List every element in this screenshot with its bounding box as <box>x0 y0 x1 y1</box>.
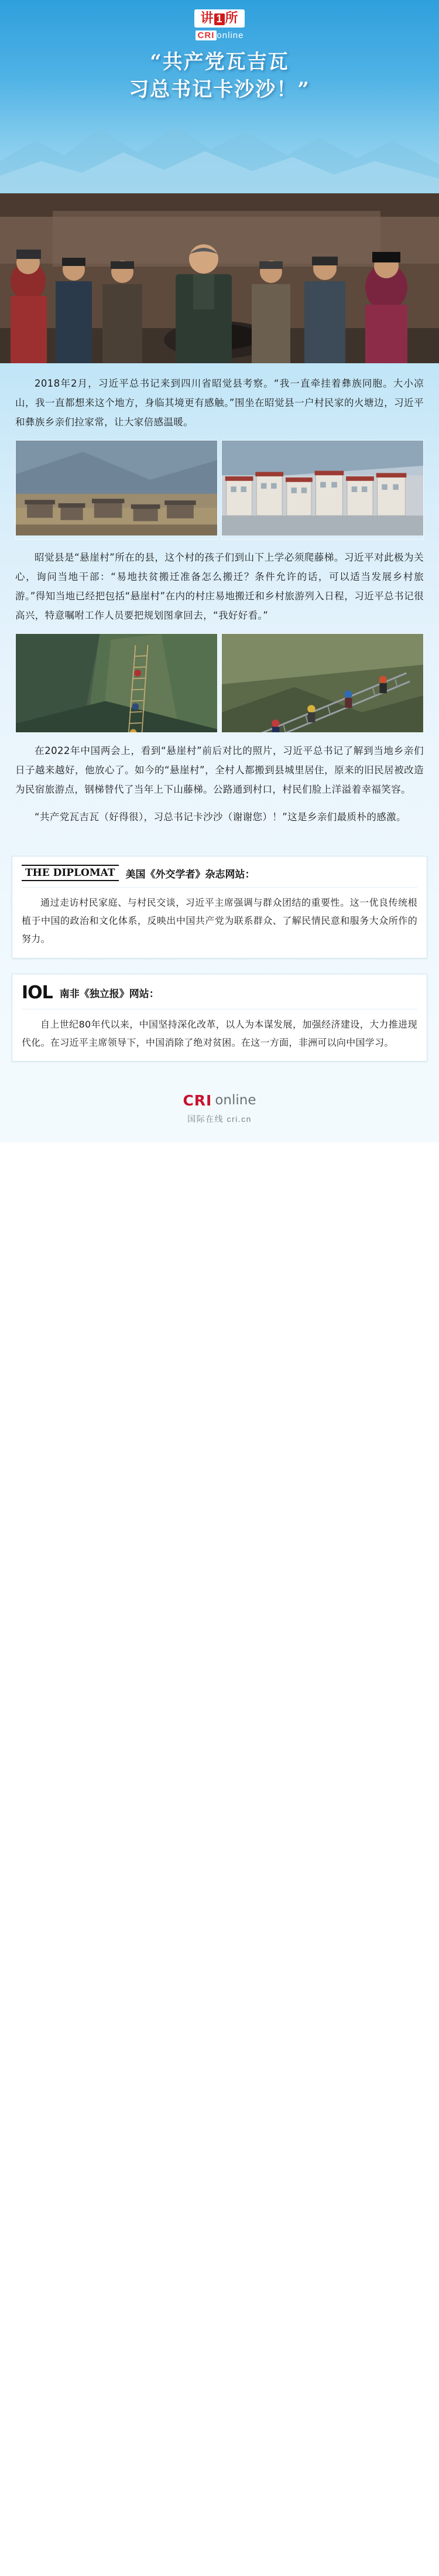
brand-cri: CRI <box>196 30 217 40</box>
photo-steel-ladder-illustration <box>222 634 423 733</box>
photo-cliff-illustration <box>16 634 217 733</box>
mountain-silhouette-icon <box>0 105 439 193</box>
source-text: 通过走访村民家庭、与村民交谈，习近平主席强调与群众团结的重要性。这一优良传统根植于中国的政治和文化体系，反映出中国共产党为联系群众、了解民情民意和服务大众所作的努力。 <box>22 897 417 945</box>
logo-badge <box>194 9 244 28</box>
brand-online: online <box>217 30 244 41</box>
headline-line-1: “共产党瓦吉瓦 <box>150 50 289 74</box>
hero-photo-illustration <box>0 193 439 363</box>
logo-text-1: 讲 <box>200 11 214 25</box>
hero-photo-visit <box>0 193 439 363</box>
source-title: 美国《外交学者》杂志网站： <box>125 868 255 881</box>
photo-new-settlement <box>221 440 424 540</box>
headline-line-2: 习总书记卡沙沙！” <box>129 78 310 102</box>
paragraph-4: “共产党瓦吉瓦（好得很），习总书记卡沙沙（谢谢您）！”这是乡亲们最质朴的感激。 <box>35 811 406 823</box>
source-block-diplomat <box>12 856 427 958</box>
header-banner <box>0 0 439 193</box>
source-block-iol <box>12 974 427 1062</box>
photo-cliff-vine-ladder <box>15 633 218 733</box>
paragraph-1: 2018年2月，习近平总书记来到四川省昭觉县考察。“我一直牵挂着彝族同胞。大小凉山，我一直都想来这个地方，身临其境更有感触。”围坐在昭觉县一户村民家的火塘边，习近平和彝族乡亲们拉家常，让大家倍感温暖。 <box>15 378 424 428</box>
source-text: 自上世纪80年代以来，中国坚持深化改革，以人为本谋发展，加强经济建设，大力推进现代化。在习近平主席领导下，中国消除了绝对贫困。在这一方面，非洲可以向中国学习。 <box>22 1018 417 1048</box>
footer-cri: CRI <box>183 1091 212 1109</box>
logo-text-2: 所 <box>225 11 239 25</box>
photo-pair-village-before-after <box>15 440 424 540</box>
photo-pair-cliff-village <box>15 633 424 733</box>
photo-steel-ladder-climbers <box>221 633 424 733</box>
diplomat-logo: THE DIPLOMAT <box>22 865 119 881</box>
photo-old-village <box>15 440 218 540</box>
source-header <box>22 865 417 888</box>
page-title <box>0 49 439 104</box>
article-page <box>0 0 439 1142</box>
paragraph-3: 在2022年中国两会上，看到“悬崖村”前后对比的照片，习近平总书记了解到当地乡亲们日子越来越好，他放心了。如今的“悬崖村”，全村人都搬到县城里居住，原来的旧民居被改造为民宿旅游点，钢梯替代了当年上下山藤梯。公路通到村口，村民们脸上洋溢着幸福笑容。 <box>15 745 424 795</box>
photo-new-settlement-illustration <box>222 441 423 535</box>
footer-logo[interactable] <box>183 1092 256 1109</box>
article-content <box>0 363 439 841</box>
footer-subtitle: 国际在线 cri.cn <box>187 1114 252 1124</box>
source-title: 南非《独立报》网站： <box>59 988 159 1000</box>
iol-logo: IOL <box>22 982 53 1003</box>
footer-online: online <box>215 1093 256 1108</box>
brand-lockup <box>196 30 244 40</box>
logo-mark: 1 <box>214 13 224 25</box>
source-header <box>22 982 417 1009</box>
photo-old-village-illustration <box>16 441 217 535</box>
paragraph-2: 昭觉县是“悬崖村”所在的县，这个村的孩子们到山下上学必须爬藤梯。习近平对此极为关心，询问当地干部：“易地扶贫搬迁准备怎么搬迁？条件允许的话，可以适当发展乡村旅游。”得知当地已经把包括“悬崖村”在内的村庄易地搬迁和乡村旅游列入日程，习近平总书记很高兴，特意嘱咐工作人员要把规划图拿回去，“我好好看。” <box>15 552 424 621</box>
cri-logo[interactable] <box>0 0 439 40</box>
footer <box>0 1077 439 1142</box>
